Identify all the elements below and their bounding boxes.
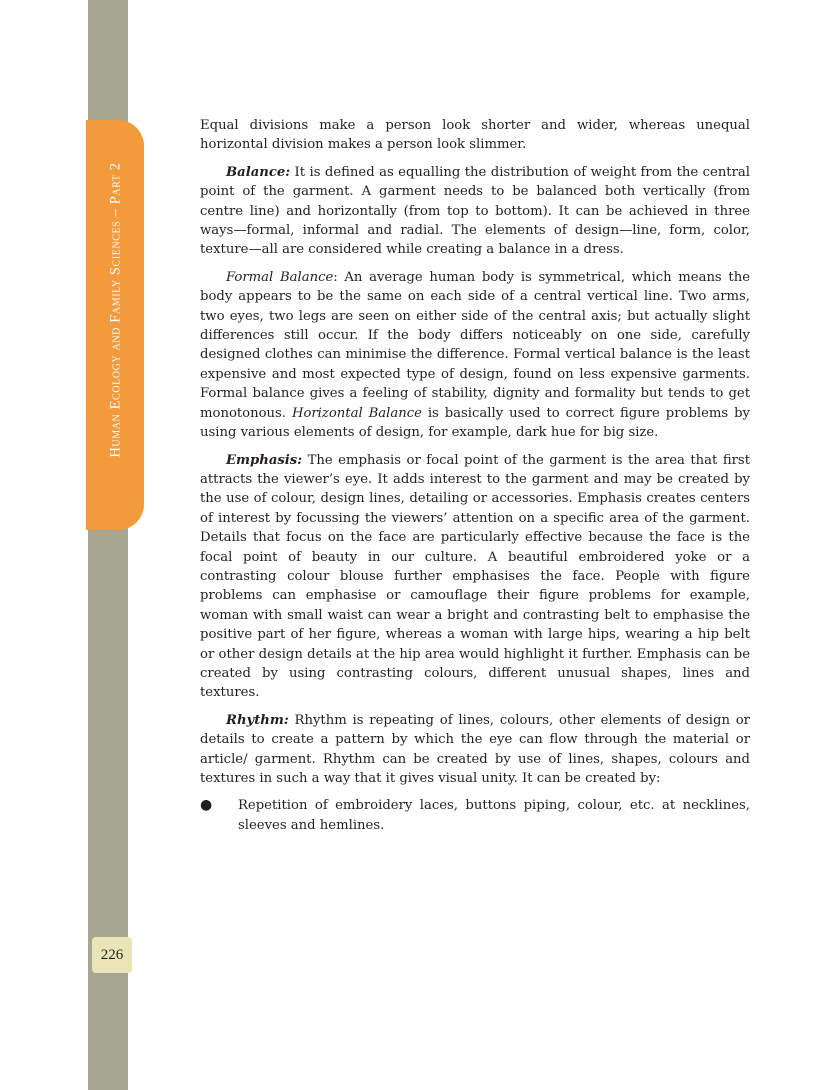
balance-term: Balance: bbox=[226, 164, 291, 180]
balance-paragraph bbox=[200, 163, 750, 260]
rhythm-text: Rhythm is repeating of lines, colours, other elements of design or details to create a pattern by which the eye can flow through the material or article/ garment. Rhythm can be created by use of lines, shapes, colours and textures in such a way that it gives visual unity. It can be created by: bbox=[200, 712, 750, 786]
section-title: Human Ecology and Family Sciences – Part 2 bbox=[107, 162, 124, 458]
emphasis-term: Emphasis: bbox=[226, 452, 303, 468]
horizontal-balance-term: Horizontal Balance bbox=[291, 405, 422, 421]
formal-balance-text: : An average human body is symmetrical, which means the body appears to be the same on each side of a central vertical line. Two arms, two eyes, two legs are seen on either side of the central axis; but actually slight differences still occur. If the body differs noticeably on one side, carefully designed clothes can minimise the difference. Formal vertical balance is the least expensive and most expected type of design, found on less expensive garments. Formal balance gives a feeling of stability, dignity and formality but tends to get monotonous. bbox=[200, 269, 750, 421]
page-number: 226 bbox=[92, 937, 132, 973]
intro-paragraph: Equal divisions make a person look shorter and wider, whereas unequal horizontal division makes a person look slimmer. bbox=[200, 118, 750, 153]
bullet-text: Repetition of embroidery laces, buttons piping, colour, etc. at necklines, sleeves and hemlines. bbox=[238, 798, 750, 833]
rhythm-paragraph bbox=[200, 711, 750, 789]
formal-balance-paragraph bbox=[200, 268, 750, 443]
formal-balance-term: Formal Balance bbox=[226, 269, 334, 285]
rhythm-bullet-list bbox=[200, 796, 750, 835]
emphasis-paragraph bbox=[200, 451, 750, 703]
emphasis-text: The emphasis or focal point of the garment is the area that first attracts the viewer’s eye. It adds interest to the garment and may be created by the use of colour, design lines, detailing or accessories. Emphasis creates centers of interest by focussing the viewers’ attention on a specific area of the garment. Details that focus on the face are particularly effective because the face is the focal point of beauty in our culture. A beautiful embroidered yoke or a contrasting colour blouse further emphasises the face. People with figure problems can emphasise or camouflage their figure problems for example, woman with small waist can wear a bright and contrasting belt to emphasise the positive part of her figure, whereas a woman with large hips, wearing a hip belt or other design details at the hip area would highlight it further. Emphasis can be created by using contrasting colours, different unusual shapes, lines and textures. bbox=[200, 452, 750, 701]
rhythm-term: Rhythm: bbox=[226, 712, 289, 728]
bullet-icon: ● bbox=[200, 797, 213, 814]
horizontal-balance-text: is basically used to correct figure problems by using various elements of design, for example, dark hue for big size. bbox=[200, 405, 751, 441]
list-item bbox=[200, 796, 750, 835]
balance-text: It is defined as equalling the distribution of weight from the central point of the garment. A garment needs to be balanced both vertically (from centre line) and horizontally (from top to bottom). It can be achieved in three ways—formal, informal and radial. The elements of design—line, form, color, texture—all are considered while creating a balance in a dress. bbox=[200, 164, 750, 258]
main-text bbox=[200, 116, 750, 835]
